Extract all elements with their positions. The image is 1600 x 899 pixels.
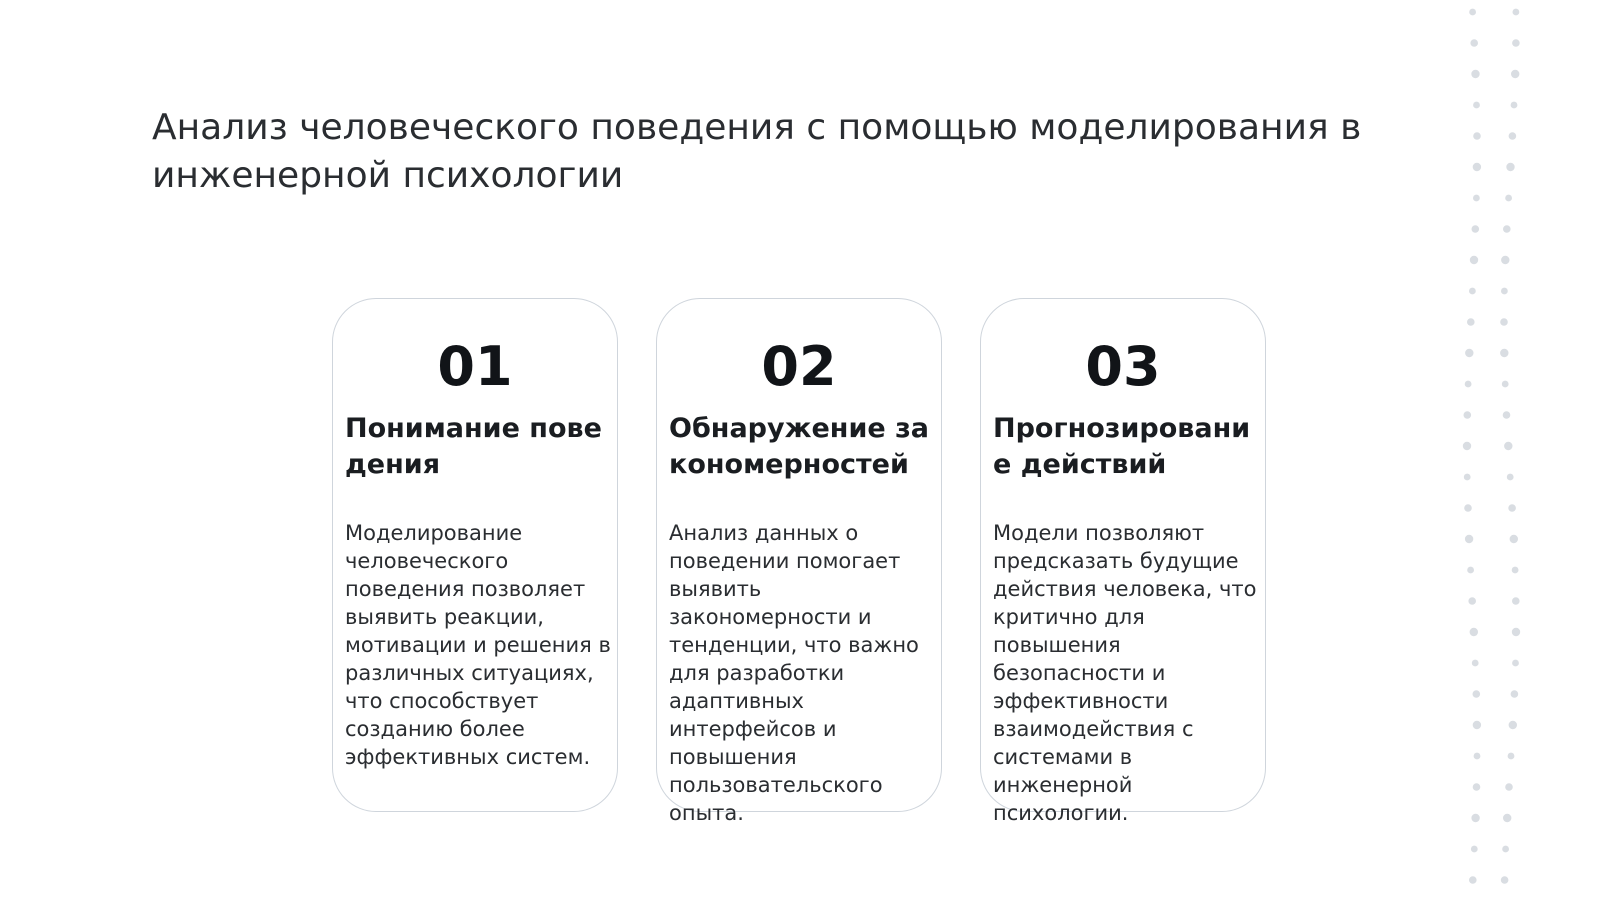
decor-dot: [1505, 195, 1512, 202]
decor-dot: [1469, 288, 1476, 295]
decor-dot: [1511, 690, 1519, 698]
decor-dot: [1500, 318, 1508, 326]
decor-dot: [1511, 102, 1518, 109]
decor-dot: [1470, 628, 1478, 636]
card-number: 03: [1085, 335, 1161, 398]
decor-dot: [1502, 381, 1509, 388]
card-number: 02: [761, 335, 837, 398]
decor-dot: [1501, 876, 1509, 884]
decor-dot: [1473, 690, 1481, 698]
decor-dot: [1465, 349, 1473, 357]
decor-dot: [1512, 660, 1519, 667]
decor-dot: [1473, 721, 1481, 729]
decor-dot: [1512, 567, 1519, 574]
card-1: [332, 298, 618, 812]
decorative-dots: [1452, 0, 1522, 899]
card-text: Анализ данных о поведении помогает выявить закономерности и тенденции, что важно для разработки адаптивных интерфейсов и повышения пользовательского опыта.: [669, 521, 919, 825]
card-heading: Прогнозирование действий: [993, 413, 1251, 480]
decor-dot: [1511, 70, 1519, 78]
decor-dot: [1473, 783, 1481, 791]
decor-dot: [1467, 567, 1474, 574]
decor-dot: [1505, 783, 1513, 791]
decor-dot: [1468, 597, 1476, 605]
decor-dot: [1471, 814, 1479, 822]
decor-dot: [1473, 195, 1480, 202]
decor-dot: [1506, 163, 1514, 171]
slide-title: Анализ человеческого поведения с помощью моделирования в инженерной психологии: [152, 107, 1362, 196]
decor-dot: [1509, 132, 1517, 140]
decor-dot: [1510, 535, 1518, 543]
decor-dot: [1512, 39, 1520, 47]
decor-dot: [1502, 846, 1509, 853]
decor-dot: [1507, 474, 1514, 481]
decor-dot: [1465, 535, 1473, 543]
decor-dot: [1513, 9, 1520, 16]
decor-dot: [1508, 753, 1515, 760]
decor-dot: [1508, 504, 1516, 512]
decor-dot: [1463, 442, 1471, 450]
decor-dot: [1467, 318, 1475, 326]
decor-dot: [1471, 846, 1478, 853]
decor-dot: [1501, 256, 1509, 264]
card-heading: Понимание поведения: [345, 413, 602, 480]
decor-dot: [1469, 876, 1477, 884]
decor-dot: [1512, 628, 1520, 636]
decor-dot: [1473, 102, 1480, 109]
decor-dot: [1509, 721, 1517, 729]
decor-dot: [1464, 504, 1472, 512]
decor-dot: [1473, 163, 1481, 171]
card-text: Моделирование человеческого поведения позволяет выявить реакции, мотивации и решения в различных ситуациях, что способствует созданию более эффективных систем.: [345, 521, 611, 769]
decor-dot: [1501, 288, 1508, 295]
decor-dot: [1473, 132, 1481, 140]
decor-dot: [1471, 70, 1479, 78]
decor-dot: [1469, 9, 1476, 16]
decor-dot: [1470, 256, 1478, 264]
decor-dot: [1503, 225, 1511, 233]
decor-dot: [1503, 411, 1511, 419]
decor-dot: [1470, 39, 1478, 47]
card-3: [980, 298, 1266, 825]
decor-dot: [1464, 411, 1472, 419]
card-heading: Обнаружение закономерностей: [669, 413, 929, 480]
decor-dot: [1472, 660, 1479, 667]
decor-dot: [1474, 753, 1481, 760]
card-number: 01: [437, 335, 513, 398]
decor-dot: [1472, 225, 1480, 233]
decor-dot: [1465, 381, 1472, 388]
decor-dot: [1504, 442, 1512, 450]
decor-dot: [1500, 349, 1508, 357]
decor-dot: [1464, 474, 1471, 481]
card-2: [656, 298, 942, 825]
decor-dot: [1503, 814, 1511, 822]
decor-dot: [1512, 597, 1520, 605]
card-text: Модели позволяют предсказать будущие действия человека, что критично для повышения безопасности и эффективности взаимодействия с системами в инженерной психологии.: [993, 521, 1257, 825]
